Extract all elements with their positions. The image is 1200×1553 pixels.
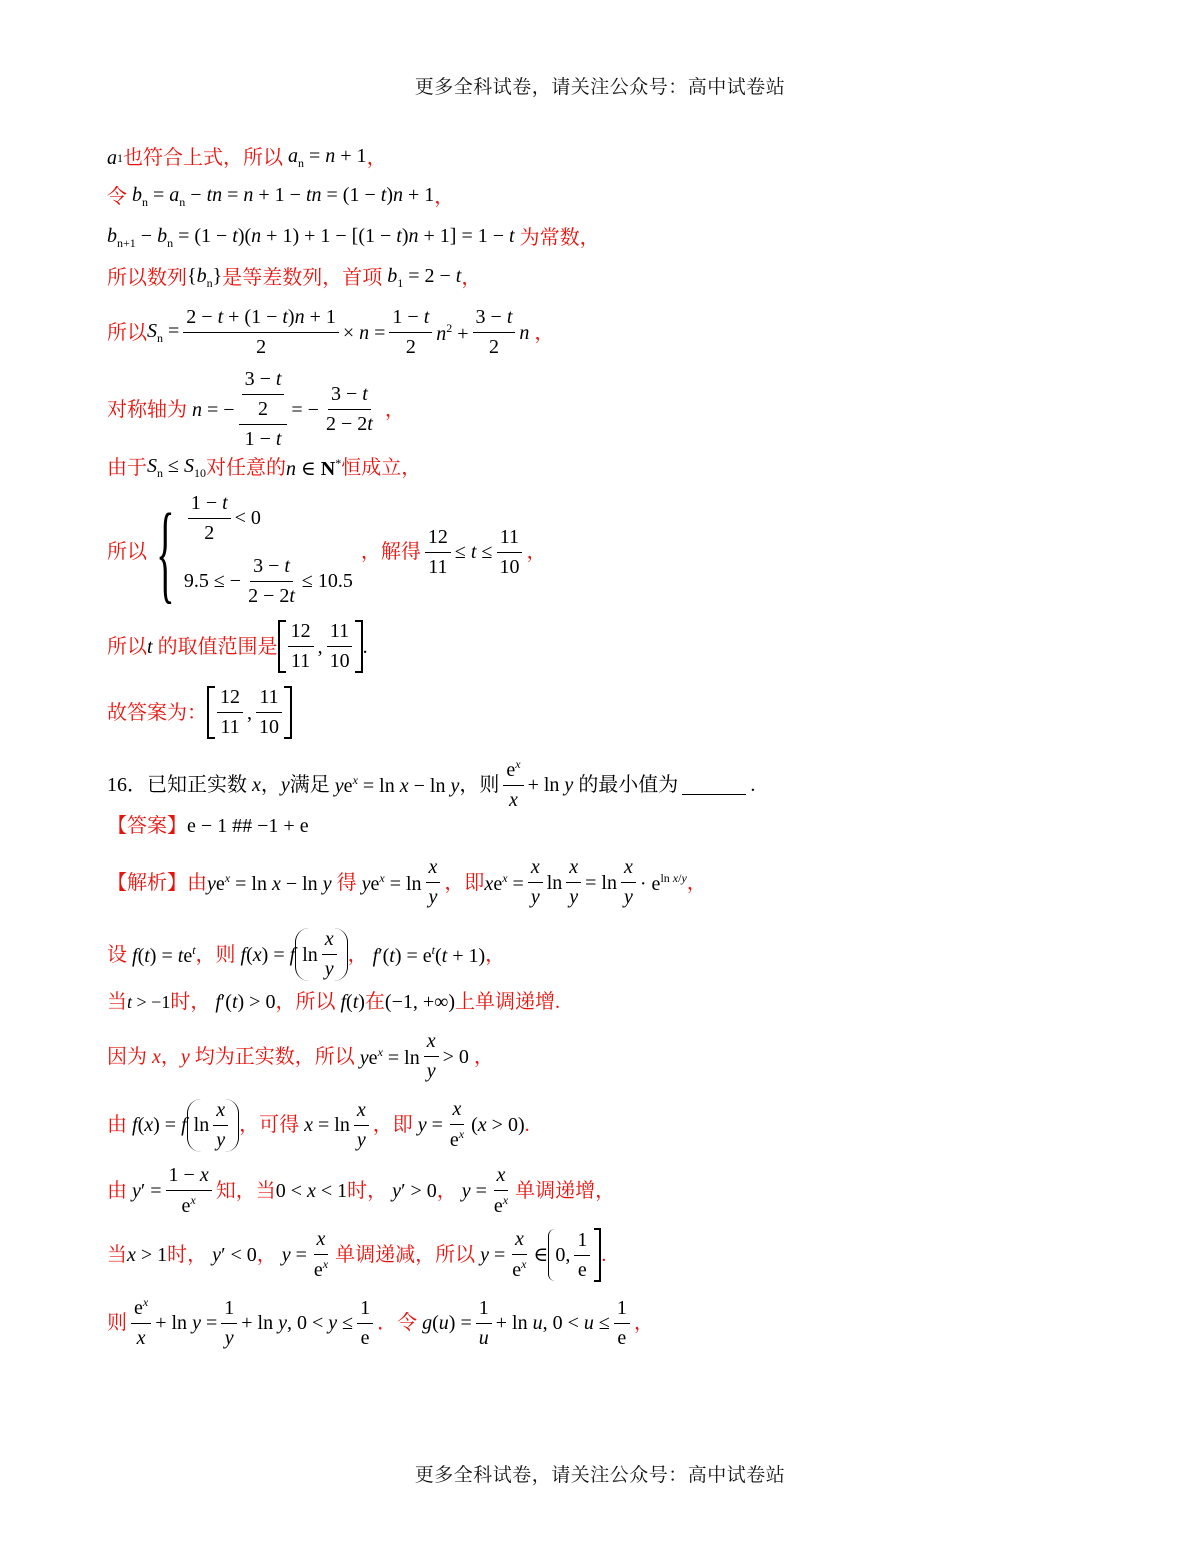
text-s2b: ，则 bbox=[195, 943, 236, 966]
text-s1b: 得 bbox=[336, 871, 357, 894]
text-s3d: 在 bbox=[364, 991, 385, 1013]
solution-line-6: 对称轴为 n = − $\frac{\frac{3 - t}{2}}{1 - t}$ = − $\frac{3 - t}{2 - 2t}$ ， bbox=[107, 368, 405, 450]
solution-line-1: a 1 也符合上式，所以 $a_n = n + 1$ ， bbox=[107, 145, 387, 170]
text-s7c: 单调递减，所以 bbox=[335, 1244, 476, 1266]
text-l4b: 是等差数列，首项 bbox=[222, 266, 383, 289]
solution-line-10: 故答案为： 12 11 , 11 10 bbox=[107, 686, 292, 739]
page-header: 更多全科试卷，请关注公众号：高中试卷站 bbox=[414, 77, 786, 98]
text-s6a: 由 bbox=[107, 1180, 127, 1202]
q16-text-c: ，则 bbox=[459, 774, 500, 796]
solution-s3: 当 t > −1 时， f′(t) > 0 ，所以 f(t) 在 (−1, +∞) 上单调递增. bbox=[107, 991, 561, 1013]
text-s7b: 时， bbox=[167, 1244, 208, 1266]
solution-line-2: 令 $b_n = a_n$ − tn = n + 1 − tn = (1 − t)n + 1 ， bbox=[107, 184, 455, 209]
text-l9a: 所以 bbox=[107, 635, 147, 658]
solution-s1: 【解析】 由 $ye^x = \ln x - \ln y$ 得 $ye^x = \ln$ x y ，即 $xe^x$ = $\frac{x}{y}$ ln $\frac{x}{y}$ = ln x y · $e^{ln x/y}$ ， bbox=[107, 856, 707, 908]
solution-line-9: 所以 t 的取值范围是 12 11 , 11 10 . bbox=[107, 620, 368, 672]
answer-line bbox=[107, 816, 309, 836]
text-s8a: 则 bbox=[107, 1312, 127, 1334]
solution-line-5: 所以 $S_n$ = $\frac{2 - t + (1 - t)n + 1}{2}$ × n = $\frac{1 - t}{2}$ $n^2$ + $\frac{3 - t}{2}$ n ， bbox=[107, 306, 555, 358]
text-s4b: 均为正实数，所以 bbox=[194, 1045, 355, 1068]
solution-s4: 因为 x，y 均为正实数，所以 $ye^x = \ln$ x y > 0 ， bbox=[107, 1030, 494, 1082]
q16-text-b: 满足 bbox=[289, 774, 330, 796]
text-l7b: 对任意的 bbox=[205, 456, 286, 479]
text-s6b: 知，当 bbox=[215, 1180, 276, 1202]
text-l5: 所以 bbox=[107, 321, 147, 344]
text-l7a: 由于 bbox=[107, 456, 147, 479]
text-l9b: 的取值范围是 bbox=[157, 635, 278, 658]
text-s2a: 设 bbox=[107, 943, 127, 966]
text-s6d: 单调递增， bbox=[515, 1180, 616, 1202]
solution-s2: 设 $f(t) = te^t$ ，则 f(x) = f ln x y ， $f'(t) = e^t(t + 1)$ ， bbox=[107, 928, 506, 980]
text-s1a: 由 bbox=[187, 871, 207, 894]
solution-s8: 则 $e^x$ x + ln y = $\frac{1}{y}$ + ln y, 0 < y ≤ $\frac{1}{e}$ ．令 g(u) = $\frac{1}{u}$ + ln u, 0 < u ≤ $\frac{1}{e}$ ， bbox=[107, 1295, 654, 1349]
text-s3a: 当 bbox=[107, 991, 127, 1013]
q16-text-d: 的最小值为 bbox=[578, 774, 679, 796]
text-s6c: 时， bbox=[347, 1180, 388, 1202]
text-l10: 故答案为： bbox=[107, 701, 207, 724]
solution-line-4: 所以数列 $\{b_n\}$ 是等差数列，首项 $b_1 = 2 - t$ ， bbox=[107, 265, 482, 290]
left-brace-icon: { bbox=[156, 490, 175, 613]
text-s4a: 因为 bbox=[107, 1045, 147, 1068]
text-s5b: ，可得 bbox=[239, 1114, 300, 1136]
q16-text-a: 16．已知正实数 bbox=[107, 774, 247, 796]
text-s3e: 上单调递增. bbox=[455, 991, 561, 1013]
text-l4a: 所以数列 bbox=[107, 266, 187, 289]
solution-line-8: 所以 { 1 − t 2 < 0 9.5 ≤ − 3 − t 2 − 2t ≤ 10.5 ，解得 $\frac{12}{11}$ ≤ t ≤ $\frac{11}{10}$ ， bbox=[107, 490, 547, 613]
text-s5c: ，即 bbox=[372, 1114, 413, 1136]
text-l6: 对称轴为 bbox=[107, 398, 187, 421]
text-l8a: 所以 bbox=[107, 541, 147, 563]
solution-label: 【解析】 bbox=[107, 871, 187, 894]
text-l2: 令 bbox=[107, 185, 127, 208]
page-footer: 更多全科试卷，请关注公众号：高中试卷站 bbox=[414, 1465, 786, 1486]
solution-s6: 由 y′ = $\frac{1 - x}{e^x}$ 知，当 0 < x < 1 时， y′ > 0 ， y = $\frac{x}{e^x}$ 单调递增， bbox=[107, 1164, 616, 1217]
text-s8b: ．令 bbox=[377, 1312, 418, 1334]
answer-value: e − 1 ## −1 + e bbox=[187, 815, 309, 837]
answer-blank bbox=[682, 776, 746, 795]
text-l7c: 恒成立， bbox=[341, 456, 422, 479]
text-l8b: ，解得 bbox=[360, 541, 421, 563]
answer-label: 【答案】 bbox=[107, 815, 187, 837]
solution-line-3: $b_{n+1} - b_n = (1 - t)(n + 1) + 1 - [(1 - t)n + 1] = 1 - t$ 为常数， bbox=[107, 225, 600, 250]
solution-s7: 当 x > 1 时， y′ < 0 ， y = $\frac{x}{e^x}$ 单调递减，所以 y = $\frac{x}{e^x}$ ∈ 0, 1 e . bbox=[107, 1228, 607, 1281]
text-l1: 也符合上式，所以 bbox=[123, 146, 283, 169]
text-s3b: 时， bbox=[170, 991, 211, 1013]
question-16: 16．已知正实数 x，y 满足 $ye^x = \ln x - \ln y$ ，则 $e^x$ x + ln y 的最小值为 . bbox=[107, 757, 756, 811]
solution-line-7: 由于 $S_n \le S_{10}$ 对任意的 n ∈ N* 恒成立， bbox=[107, 455, 422, 480]
text-s3c: ，所以 bbox=[275, 991, 336, 1013]
text-s5a: 由 bbox=[107, 1114, 127, 1136]
solution-s5: 由 f(x) = f ln x y ，可得 x = ln x y ，即 y = $\frac{x}{e^x}$ (x > 0) . bbox=[107, 1098, 530, 1151]
text-s7a: 当 bbox=[107, 1244, 127, 1266]
text-s1c: ，即 bbox=[444, 871, 485, 894]
text-l3: 为常数， bbox=[519, 226, 600, 249]
